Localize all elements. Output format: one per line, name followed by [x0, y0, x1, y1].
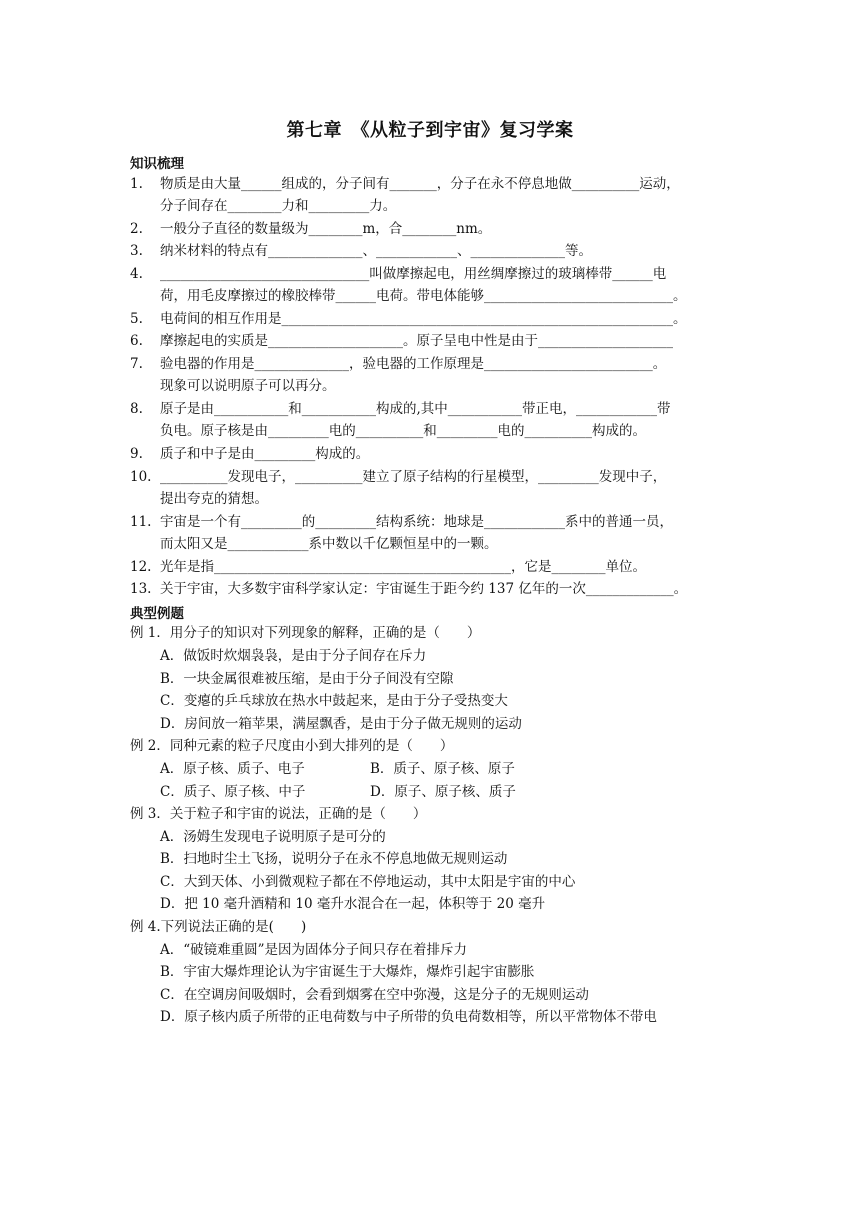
item-text-continued: 提出夸克的猜想。 [160, 491, 268, 507]
item-text: __________发现电子，__________建立了原子结构的行星模型，_________发现中子， [160, 469, 667, 485]
example-stem: 例 1．用分子的知识对下列现象的解释，正确的是（ ） [130, 625, 481, 641]
list-item [130, 578, 730, 600]
item-text: 验电器的作用是______________，验电器的工作原理是_________________________。 [160, 356, 667, 372]
list-item [130, 353, 730, 397]
list-item [130, 511, 730, 555]
item-text-continued: 荷，用毛皮摩擦过的橡胶棒带______电荷。带电体能够____________________________。 [160, 288, 687, 304]
item-number: 2. [130, 221, 143, 237]
item-text: 纳米材料的特点有______________、____________、______________等。 [160, 243, 592, 259]
example-option: C．大到天体、小到微观粒子都在不停地运动，其中太阳是宇宙的中心 [160, 874, 576, 890]
item-number: 12. [130, 559, 152, 575]
list-item [130, 240, 730, 262]
list-item [130, 466, 730, 510]
item-text: 质子和中子是由_________构成的。 [160, 446, 370, 462]
item-text: 关于宇宙，大多数宇宙科学家认定：宇宙诞生于距今约 137 亿年的一次_____________。 [160, 581, 688, 597]
item-number: 3. [130, 243, 143, 259]
item-number: 5. [130, 311, 143, 327]
section-heading-knowledge: 知识梳理 [130, 156, 184, 172]
list-item [130, 398, 730, 442]
item-text-continued: 负电。原子核是由_________电的__________和_________电的__________构成的。 [160, 423, 646, 439]
page-title: 第七章 《从粒子到宇宙》复习学案 [286, 120, 574, 141]
example-option: B．宇宙大爆炸理论认为宇宙诞生于大爆炸，爆炸引起宇宙膨胀 [160, 964, 535, 980]
item-text: 电荷间的相互作用是__________________________________________________________。 [160, 311, 687, 327]
item-text: 物质是由大量______组成的，分子间有_______，分子在永不停息地做__________运动， [160, 176, 680, 192]
example-option: D．原子、原子核、质子 [370, 784, 516, 800]
list-item [130, 443, 730, 465]
item-text: 宇宙是一个有_________的_________结构系统：地球是____________系中的普通一员， [160, 514, 673, 530]
item-text-continued: 而太阳又是____________系中数以千亿颗恒星中的一颗。 [160, 536, 498, 552]
item-text-continued: 现象可以说明原子可以再分。 [160, 378, 336, 394]
example-option: C．在空调房间吸烟时，会看到烟雾在空中弥漫，这是分子的无规则运动 [160, 987, 589, 1003]
item-number: 1. [130, 176, 143, 192]
list-item [130, 173, 730, 217]
example-option: A．原子核、质子、电子 [160, 761, 305, 777]
list-item [130, 308, 730, 330]
example-option: D．房间放一箱苹果，满屋飘香，是由于分子做无规则的运动 [160, 716, 522, 732]
item-text: _______________________________叫做摩擦起电，用丝绸摩擦过的玻璃棒带______电 [160, 266, 667, 282]
list-item [130, 556, 730, 578]
item-text-continued: 分子间存在________力和_________力。 [160, 198, 397, 214]
item-number: 11. [130, 514, 152, 530]
example-option: C．变瘪的乒乓球放在热水中鼓起来，是由于分子受热变大 [160, 693, 508, 709]
example-option: A．汤姆生发现电子说明原子是可分的 [160, 829, 386, 845]
item-text: 原子是由___________和___________构成的,其中___________带正电，____________带 [160, 401, 671, 417]
section-heading-examples: 典型例题 [130, 606, 184, 622]
list-item [130, 218, 730, 240]
item-number: 7. [130, 356, 143, 372]
item-number: 13. [130, 581, 152, 597]
item-number: 6. [130, 333, 143, 349]
example-option: C．质子、原子核、中子 [160, 784, 306, 800]
item-number: 8. [130, 401, 143, 417]
example-option: D．原子核内质子所带的正电荷数与中子所带的负电荷数相等，所以平常物体不带电 [160, 1009, 657, 1025]
example-option: A．做饭时炊烟袅袅，是由于分子间存在斥力 [160, 648, 427, 664]
item-text: 一般分子直径的数量级为________m，合________nm。 [160, 221, 492, 237]
example-stem: 例 3．关于粒子和宇宙的说法，正确的是（ ） [130, 806, 427, 822]
example-option: D．把 10 毫升酒精和 10 毫升水混合在一起，体积等于 20 毫升 [160, 896, 546, 912]
item-number: 10. [130, 469, 152, 485]
list-item [130, 263, 730, 307]
example-option: A．“破镜难重圆”是因为固体分子间只存在着排斥力 [160, 942, 468, 958]
example-option: B．质子、原子核、原子 [370, 761, 515, 777]
example-option: B．扫地时尘土飞扬，说明分子在永不停息地做无规则运动 [160, 851, 508, 867]
item-number: 4. [130, 266, 143, 282]
list-item [130, 330, 730, 352]
item-text: 光年是指____________________________________________，它是________单位。 [160, 559, 646, 575]
example-stem: 例 2．同种元素的粒子尺度由小到大排列的是（ ） [130, 738, 454, 754]
example-stem: 例 4.下列说法正确的是( ) [130, 919, 307, 935]
item-text: 摩擦起电的实质是____________________。原子呈电中性是由于____________________ [160, 333, 673, 349]
example-option: B．一块金属很难被压缩，是由于分子间没有空隙 [160, 671, 454, 687]
item-number: 9. [130, 446, 143, 462]
